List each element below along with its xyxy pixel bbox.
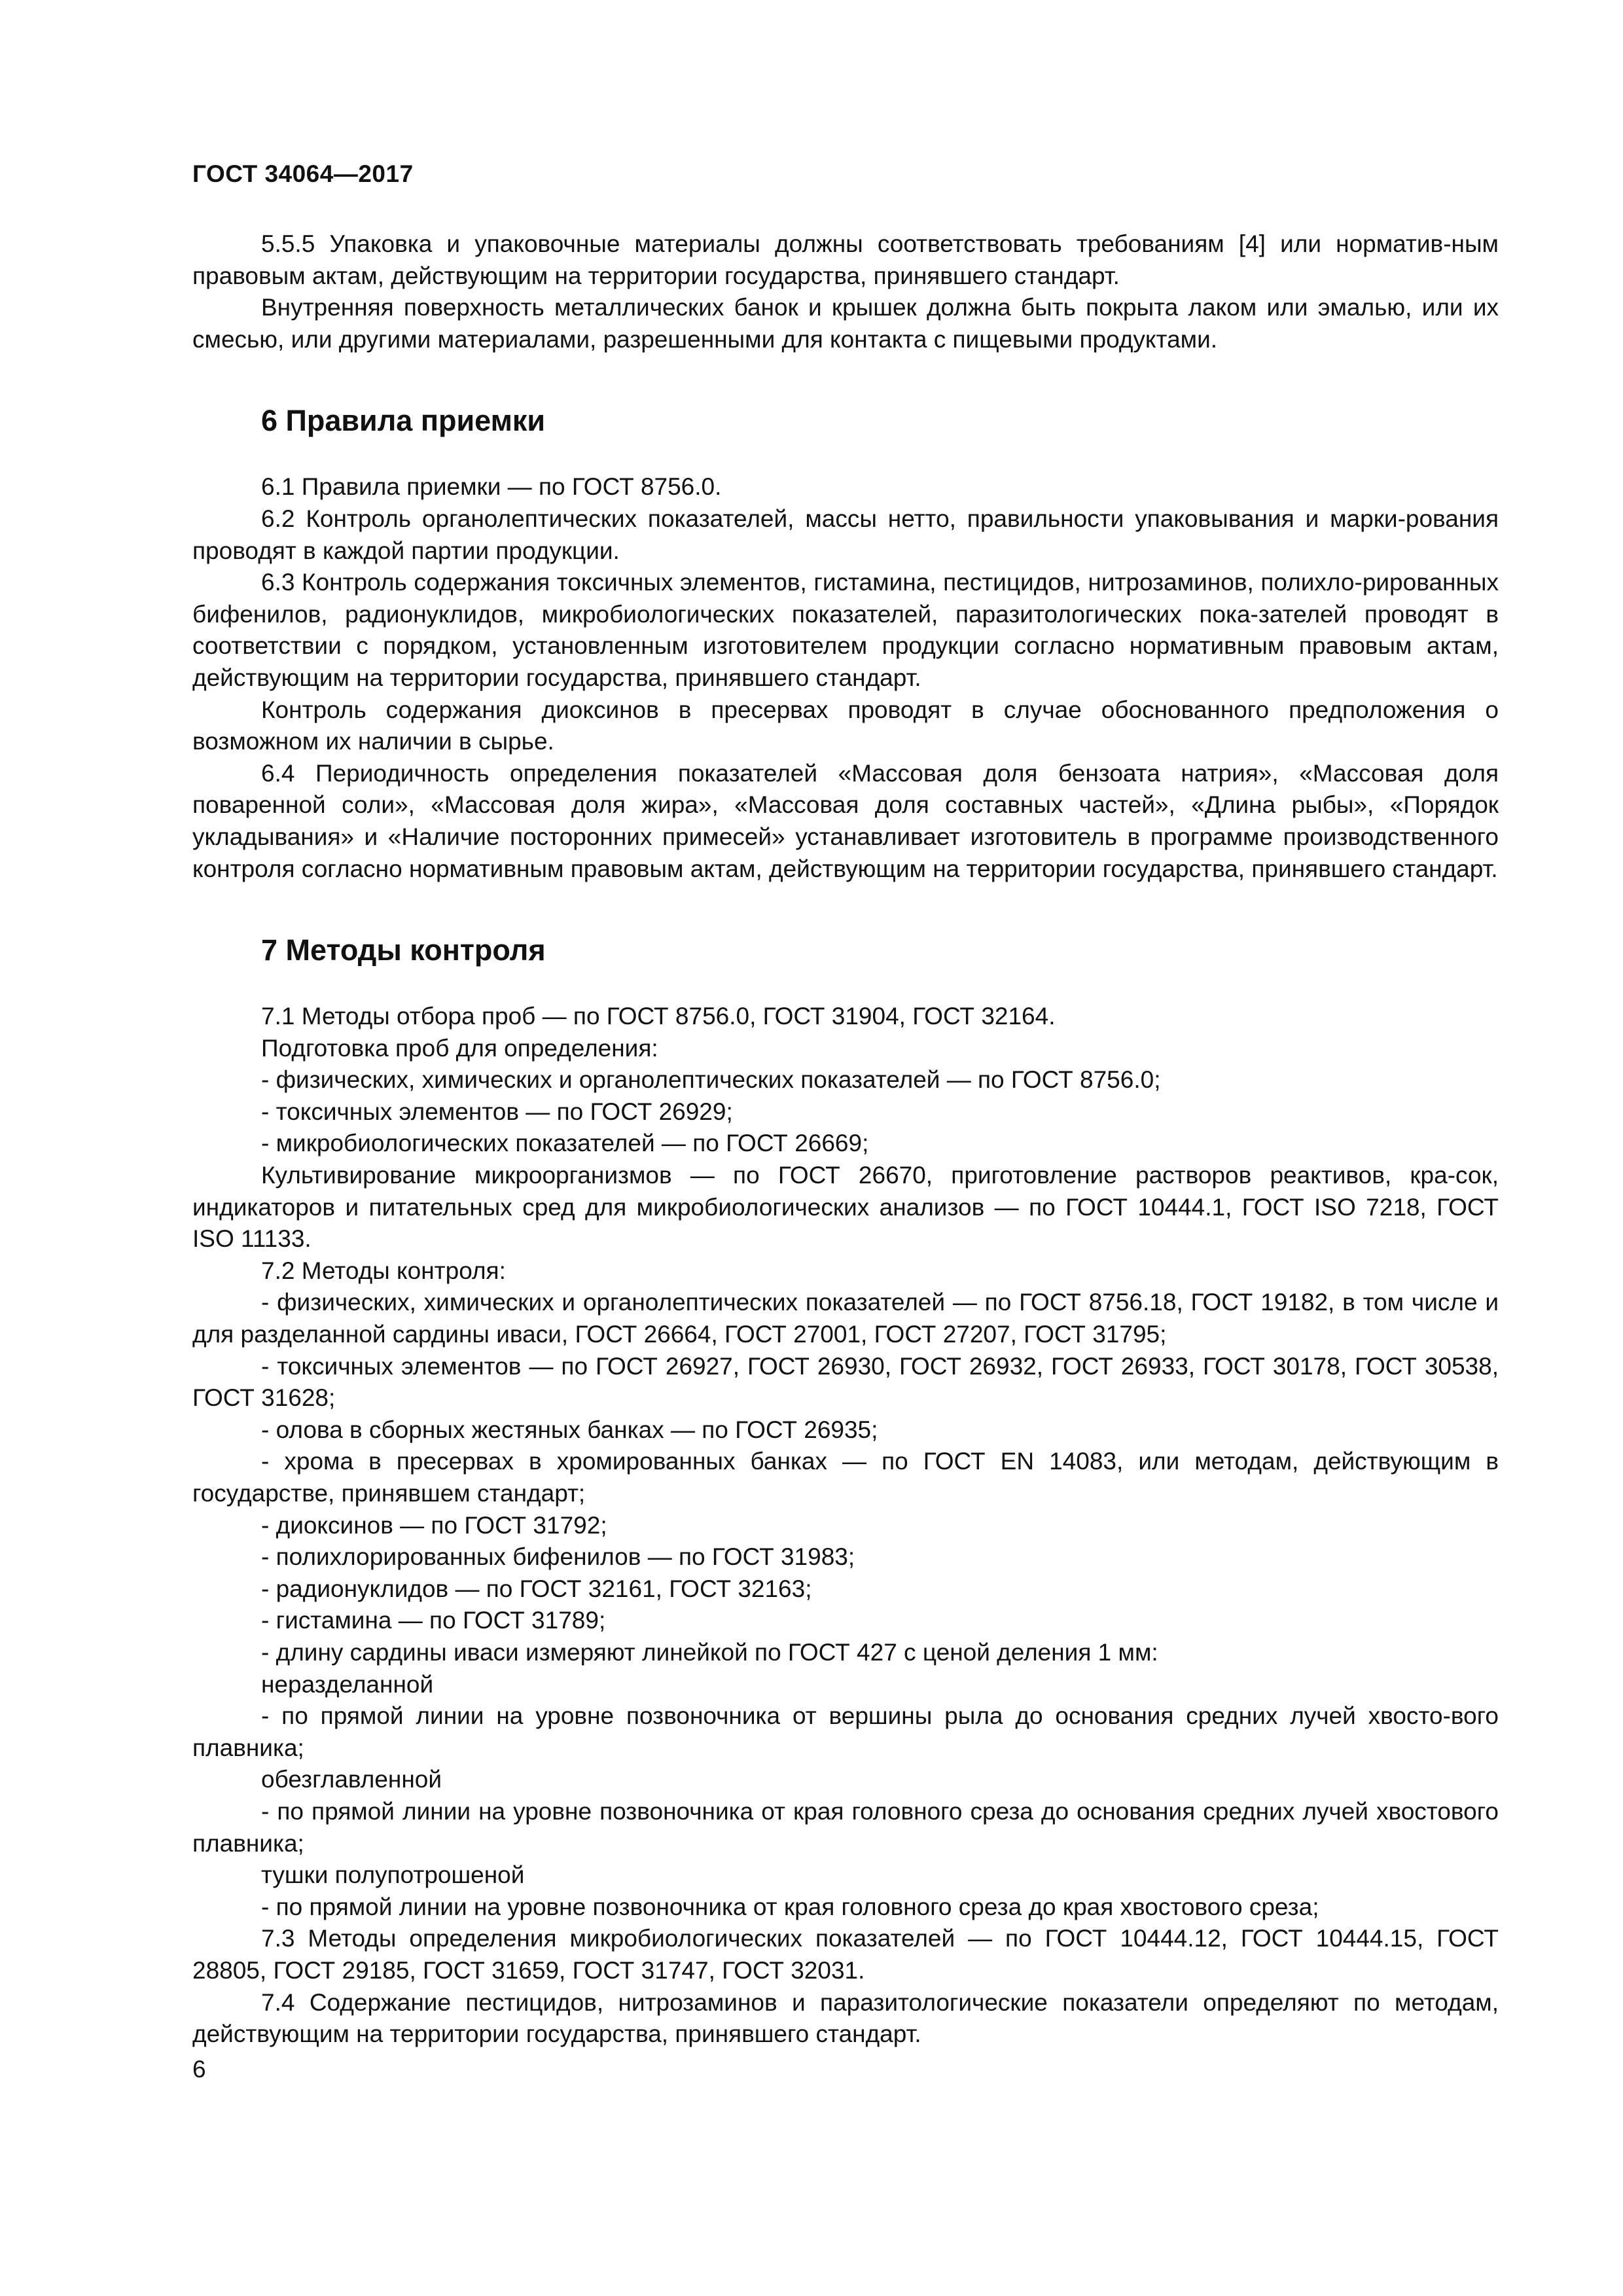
document-header: ГОСТ 34064—2017	[192, 160, 414, 187]
spacer	[192, 440, 1499, 471]
list-item: - гистамина — по ГОСТ 31789;	[261, 1607, 606, 1634]
spacer	[192, 970, 1499, 1001]
list-item: - по прямой линии на уровне позвоночника от края головного среза до края хвостового среза;	[261, 1893, 1319, 1920]
list-item: - полихлорированных бифенилов — по ГОСТ 31983;	[261, 1543, 855, 1571]
paragraph-7-1: 7.1 Методы отбора проб — по ГОСТ 8756.0, ГОСТ 31904, ГОСТ 32164.	[261, 1003, 1056, 1030]
paragraph-5-5-5: 5.5.5 Упаковка и упаковочные материалы должны соответствовать требованиям [4] или норматив-ным правовым актам, действующим на территории государства, принявшего стандарт.	[192, 230, 1499, 289]
list-item: - радионуклидов — по ГОСТ 32161, ГОСТ 32163;	[261, 1575, 812, 1602]
paragraph-7-1-cultivation: Культивирование микроорганизмов — по ГОСТ 26670, приготовление растворов реактивов, кра-сок, индикаторов и питательных сред для микробиологических анализов — по ГОСТ 10444.1, ГОСТ ISO 7218, ГОСТ ISO 11133.	[192, 1162, 1499, 1253]
list-item: - хрома в пресервах в хромированных банках — по ГОСТ EN 14083, или методам, действующим в государстве, принявшем стандарт;	[192, 1448, 1499, 1507]
list-item: - токсичных элементов — по ГОСТ 26927, ГОСТ 26930, ГОСТ 26932, ГОСТ 26933, ГОСТ 30178, ГОСТ 30538, ГОСТ 31628;	[192, 1352, 1499, 1412]
list-item: - олова в сборных жестяных банках — по ГОСТ 26935;	[261, 1416, 878, 1443]
list-item: - диоксинов — по ГОСТ 31792;	[261, 1511, 607, 1539]
paragraph-7-4: 7.4 Содержание пестицидов, нитрозаминов и паразитологические показатели определяют по методам, действующим на территории государства, принявшего стандарт.	[192, 1988, 1499, 2048]
sublabel: неразделанной	[261, 1670, 434, 1698]
list-item: - физических, химических и органолептических показателей — по ГОСТ 8756.0;	[261, 1066, 1161, 1094]
paragraph-6-3: 6.3 Контроль содержания токсичных элементов, гистамина, пестицидов, нитрозаминов, полихло-рированных бифенилов, радионуклидов, микробиологических показателей, паразитологических пока-зателей проводят в соответствии с порядком, установленным изготовителем продукции согласно нормативным правовым актам, действующим на территории государства, принявшего стандарт.	[192, 569, 1499, 691]
section-7-title: 7 Методы контроля	[261, 933, 546, 967]
paragraph-6-1: 6.1 Правила приемки — по ГОСТ 8756.0.	[261, 473, 722, 501]
spacer	[192, 885, 1499, 931]
page-number: 6	[192, 2056, 206, 2083]
document-body	[192, 228, 1499, 2051]
paragraph-5-5-5-cont: Внутренняя поверхность металлических банок и крышек должна быть покрыта лаком или эмалью, или их смесью, или другими материалами, разрешенными для контакта с пищевыми продуктами.	[192, 294, 1499, 353]
paragraph-7-1-intro: Подготовка проб для определения:	[261, 1034, 658, 1062]
sublabel: тушки полупотрошеной	[261, 1861, 525, 1889]
list-item: - микробиологических показателей — по ГОСТ 26669;	[261, 1130, 869, 1157]
list-item: - по прямой линии на уровне позвоночника от вершины рыла до основания средних лучей хвосто-вого плавника;	[192, 1702, 1499, 1761]
paragraph-7-2: 7.2 Методы контроля:	[261, 1257, 506, 1284]
paragraph-6-3-cont: Контроль содержания диоксинов в пресервах проводят в случае обоснованного предположения о возможном их наличии в сырье.	[192, 696, 1499, 755]
sublabel: обезглавленной	[261, 1766, 442, 1793]
list-item: - длину сардины иваси измеряют линейкой по ГОСТ 427 с ценой деления 1 мм:	[261, 1638, 1158, 1666]
section-6-title: 6 Правила приемки	[261, 404, 546, 438]
list-item: - по прямой линии на уровне позвоночника от края головного среза до основания средних лучей хвостового плавника;	[192, 1797, 1499, 1857]
spacer	[192, 355, 1499, 401]
paragraph-6-4: 6.4 Периодичность определения показателей «Массовая доля бензоата натрия», «Массовая доля поваренной соли», «Массовая доля жира», «Массовая доля составных частей», «Длина рыбы», «Порядок укладывания» и «Наличие посторонних примесей» устанавливает изготовитель в программе производственного контроля согласно нормативным правовым актам, действующим на территории государства, принявшего стандарт.	[192, 759, 1499, 882]
list-item: - физических, химических и органолептических показателей — по ГОСТ 8756.18, ГОСТ 19182, в том числе и для разделанной сардины иваси, ГОСТ 26664, ГОСТ 27001, ГОСТ 27207, ГОСТ 31795;	[192, 1289, 1499, 1348]
paragraph-6-2: 6.2 Контроль органолептических показателей, массы нетто, правильности упаковывания и марки-рования проводят в каждой партии продукции.	[192, 505, 1499, 564]
list-item: - токсичных элементов — по ГОСТ 26929;	[261, 1098, 733, 1125]
paragraph-7-3: 7.3 Методы определения микробиологических показателей — по ГОСТ 10444.12, ГОСТ 10444.15, ГОСТ 28805, ГОСТ 29185, ГОСТ 31659, ГОСТ 31747, ГОСТ 32031.	[192, 1925, 1499, 1984]
